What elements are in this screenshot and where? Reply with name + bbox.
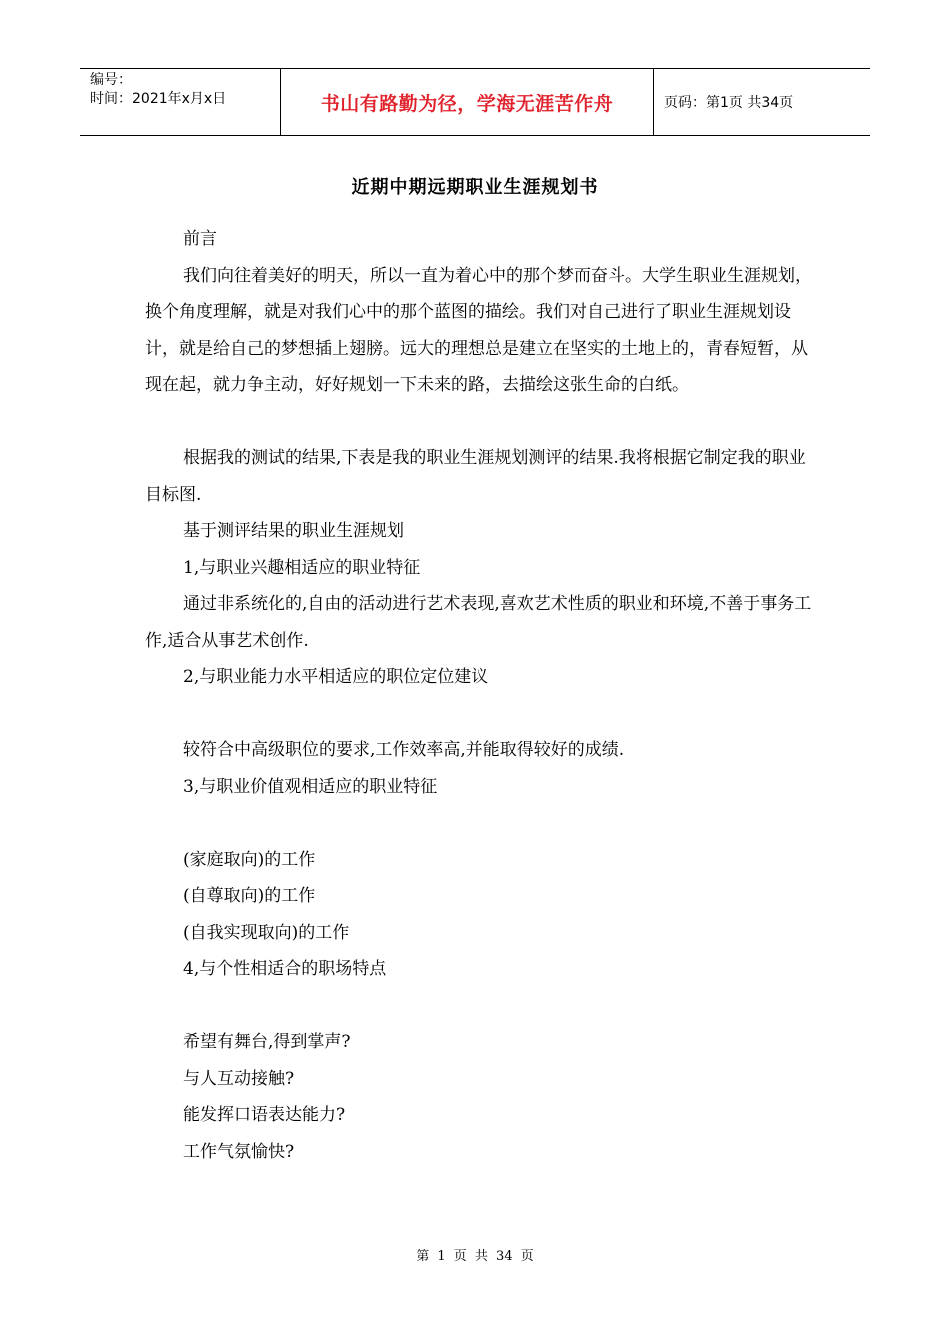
paragraph-interest: 通过非系统化的,自由的活动进行艺术表现,喜欢艺术性质的职业和环境,不善于事务工作,适合从事艺术创作. (145, 594, 812, 651)
header-number-label: 编号： (90, 72, 132, 88)
header-motto: 书山有路勤为径，学海无涯苦作舟 (281, 69, 654, 135)
value-item-esteem: (自尊取向)的工作 (183, 886, 316, 906)
header-page-info: 页码：第1页 共34页 (664, 95, 794, 111)
value-item-self-actualization: (自我实现取向)的工作 (183, 922, 350, 943)
trait-item-stage: 希望有舞台,得到掌声? (183, 1032, 351, 1052)
document-body (145, 221, 815, 1170)
header-time-label: 时间：2021年x月x日 (90, 91, 227, 107)
item-heading-1: 1,与职业兴趣相适应的职业特征 (183, 557, 421, 578)
page-footer: 第 1 页 共 34 页 (416, 1249, 534, 1264)
blank-line (145, 805, 815, 842)
value-item-family: (家庭取向)的工作 (183, 849, 316, 870)
trait-item-interaction: 与人互动接触? (183, 1068, 295, 1089)
paragraph-preface: 前言 (183, 229, 217, 249)
section-heading: 基于测评结果的职业生涯规划 (183, 521, 404, 541)
blank-line (145, 404, 815, 441)
paragraph-ability: 较符合中高级职位的要求,工作效率高,并能取得较好的成绩. (183, 740, 625, 760)
page-header (80, 68, 870, 136)
item-heading-4: 4,与个性相适合的职场特点 (183, 959, 387, 979)
paragraph-test-result: 根据我的测试的结果,下表是我的职业生涯规划测评的结果.我将根据它制定我的职业目标图. (145, 448, 806, 505)
item-heading-2: 2,与职业能力水平相适应的职位定位建议 (183, 667, 489, 687)
document-title: 近期中期远期职业生涯规划书 (351, 177, 599, 198)
item-heading-3: 3,与职业价值观相适应的职业特征 (183, 776, 438, 797)
blank-line (145, 988, 815, 1025)
paragraph-intro: 我们向往着美好的明天，所以一直为着心中的那个梦而奋斗。大学生职业生涯规划，换个角度理解，就是对我们心中的那个蓝图的描绘。我们对自己进行了职业生涯规划设计，就是给自己的梦想插上翅膀。远大的理想总是建立在坚实的土地上的，青春短暂，从现在起，就力争主动，好好规划一下未来的路，去描绘这张生命的白纸。 (145, 265, 812, 395)
blank-line (145, 696, 815, 733)
trait-item-atmosphere: 工作气氛愉快? (183, 1141, 295, 1162)
trait-item-oral: 能发挥口语表达能力? (183, 1105, 346, 1125)
header-meta (80, 69, 281, 135)
